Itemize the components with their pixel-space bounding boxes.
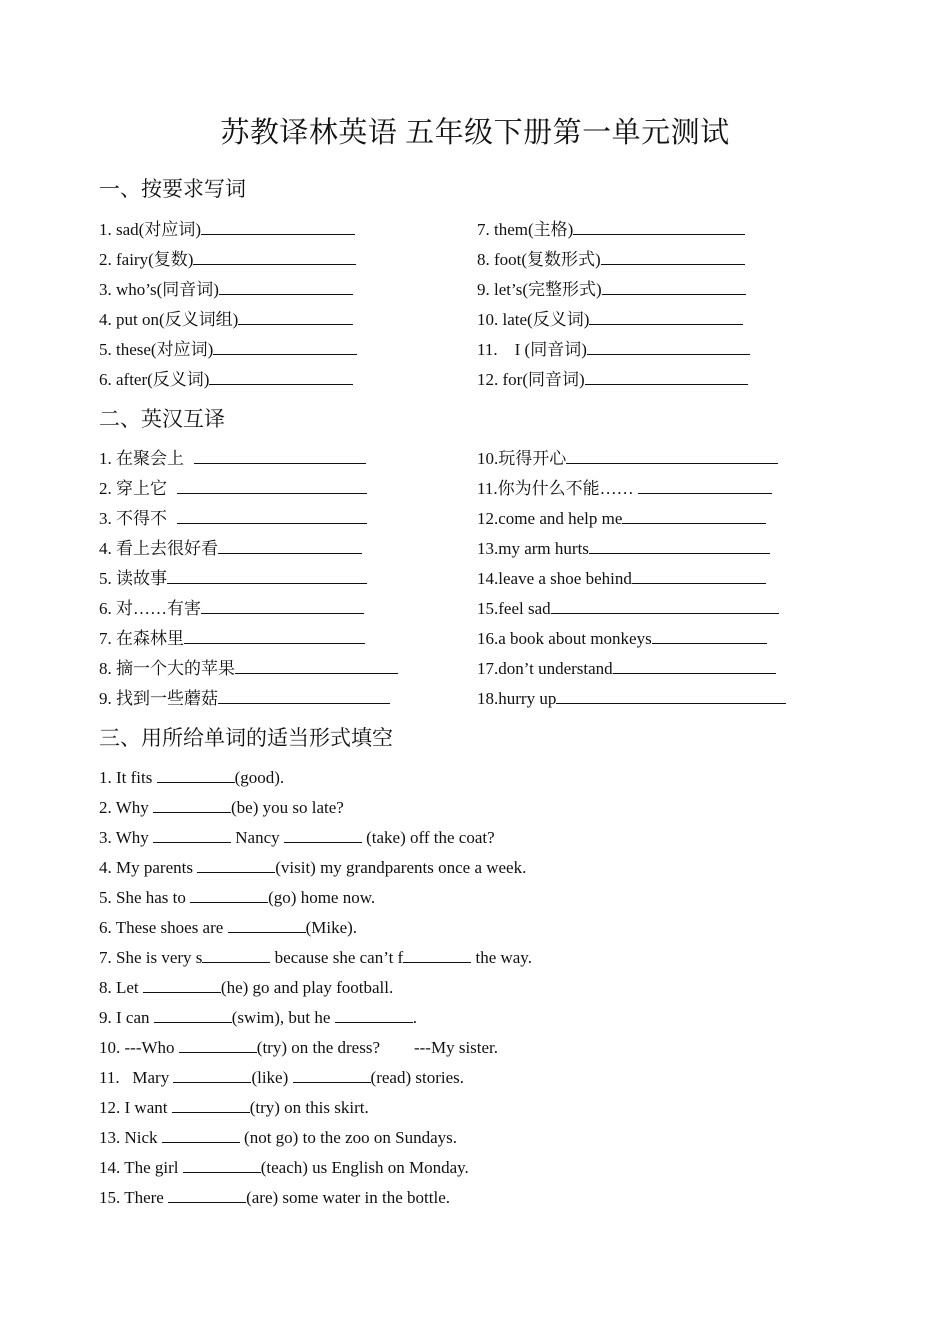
answer-blank[interactable] xyxy=(335,1006,413,1023)
answer-blank[interactable] xyxy=(602,278,746,295)
answer-blank[interactable] xyxy=(201,218,355,235)
answer-blank[interactable] xyxy=(403,946,471,963)
answer-blank[interactable] xyxy=(154,1006,232,1023)
s2-item-18: 18.hurry up xyxy=(477,687,786,709)
s1-item-2: 2. fairy(复数) xyxy=(99,248,356,270)
s1-item-12: 12. for(同音词) xyxy=(477,368,748,390)
answer-blank[interactable] xyxy=(172,1096,250,1113)
answer-blank[interactable] xyxy=(157,766,235,783)
s3-item-12: 12. I want (try) on this skirt. xyxy=(99,1098,369,1117)
s3-item-14: 14. The girl (teach) us English on Monday. xyxy=(99,1158,469,1177)
answer-blank[interactable] xyxy=(585,368,748,385)
answer-blank[interactable] xyxy=(284,826,362,843)
answer-blank[interactable] xyxy=(193,248,356,265)
s3-item-6: 6. These shoes are (Mike). xyxy=(99,918,358,937)
s2-item-14: 14.leave a shoe behind xyxy=(477,567,766,589)
s3-item-8: 8. Let (he) go and play football. xyxy=(99,978,394,997)
s2-item-15: 15.feel sad xyxy=(477,597,779,619)
answer-blank[interactable] xyxy=(235,657,398,674)
answer-blank[interactable] xyxy=(293,1066,371,1083)
s2-item-10: 10.玩得开心 xyxy=(477,447,778,469)
s1-item-3: 3. who’s(同音词) xyxy=(99,278,353,300)
s2-item-8: 8. 摘一个大的苹果 xyxy=(99,657,398,679)
s3-item-2: 2. Why (be) you so late? xyxy=(99,798,344,817)
page-title: 苏教译林英语 五年级下册第一单元测试 xyxy=(220,117,730,149)
s1-item-8: 8. foot(复数形式) xyxy=(477,248,745,270)
s2-item-4: 4. 看上去很好看 xyxy=(99,537,362,559)
s2-item-13: 13.my arm hurts xyxy=(477,537,770,559)
s3-item-10: 10. ---Who (try) on the dress? ---My sister. xyxy=(99,1038,499,1057)
answer-blank[interactable] xyxy=(556,687,786,704)
s1-item-11: 11. I (同音词) xyxy=(477,338,750,360)
s2-item-17: 17.don’t understand xyxy=(477,657,776,679)
answer-blank[interactable] xyxy=(587,338,750,355)
s2-item-2: 2. 穿上它 xyxy=(99,477,367,499)
answer-blank[interactable] xyxy=(566,447,778,464)
answer-blank[interactable] xyxy=(179,1036,257,1053)
s1-item-10: 10. late(反义词) xyxy=(477,308,743,330)
answer-blank[interactable] xyxy=(218,537,362,554)
s3-item-4: 4. My parents (visit) my grandparents once a week. xyxy=(99,858,527,877)
answer-blank[interactable] xyxy=(573,218,745,235)
answer-blank[interactable] xyxy=(652,627,767,644)
s1-item-7: 7. them(主格) xyxy=(477,218,745,240)
answer-blank[interactable] xyxy=(201,597,364,614)
answer-blank[interactable] xyxy=(238,308,353,325)
s1-item-4: 4. put on(反义词组) xyxy=(99,308,353,330)
answer-blank[interactable] xyxy=(153,826,231,843)
answer-blank[interactable] xyxy=(177,477,367,494)
answer-blank[interactable] xyxy=(190,886,268,903)
answer-blank[interactable] xyxy=(194,447,366,464)
s2-item-5: 5. 读故事 xyxy=(99,567,367,589)
s1-item-5: 5. these(对应词) xyxy=(99,338,357,360)
answer-blank[interactable] xyxy=(638,477,772,494)
answer-blank[interactable] xyxy=(168,1186,246,1203)
answer-blank[interactable] xyxy=(177,507,367,524)
s1-item-9: 9. let’s(完整形式) xyxy=(477,278,746,300)
s2-item-6: 6. 对……有害 xyxy=(99,597,364,619)
s3-item-5: 5. She has to (go) home now. xyxy=(99,888,376,907)
answer-blank[interactable] xyxy=(167,567,367,584)
s3-item-3: 3. Why Nancy (take) off the coat? xyxy=(99,828,495,847)
s2-item-7: 7. 在森林里 xyxy=(99,627,365,649)
answer-blank[interactable] xyxy=(219,278,353,295)
s2-item-9: 9. 找到一些蘑菇 xyxy=(99,687,390,709)
answer-blank[interactable] xyxy=(209,368,353,385)
s2-item-11: 11.你为什么不能…… xyxy=(477,477,772,499)
s3-item-1: 1. It fits (good). xyxy=(99,768,285,787)
answer-blank[interactable] xyxy=(143,976,221,993)
section-1-heading: 一、按要求写词 xyxy=(99,177,246,201)
answer-blank[interactable] xyxy=(589,537,770,554)
s1-item-1: 1. sad(对应词) xyxy=(99,218,355,240)
answer-blank[interactable] xyxy=(213,338,357,355)
s3-item-9: 9. I can (swim), but he . xyxy=(99,1008,417,1027)
answer-blank[interactable] xyxy=(589,308,743,325)
section-2-heading: 二、英汉互译 xyxy=(99,407,225,431)
s3-item-13: 13. Nick (not go) to the zoo on Sundays. xyxy=(99,1128,457,1147)
answer-blank[interactable] xyxy=(218,687,390,704)
answer-blank[interactable] xyxy=(173,1066,251,1083)
answer-blank[interactable] xyxy=(197,856,275,873)
s2-item-12: 12.come and help me xyxy=(477,507,766,529)
answer-blank[interactable] xyxy=(601,248,745,265)
answer-blank[interactable] xyxy=(184,627,365,644)
answer-blank[interactable] xyxy=(202,946,270,963)
answer-blank[interactable] xyxy=(183,1156,261,1173)
s3-item-11: 11. Mary (like) (read) stories. xyxy=(99,1068,464,1087)
answer-blank[interactable] xyxy=(162,1126,240,1143)
answer-blank[interactable] xyxy=(551,597,779,614)
answer-blank[interactable] xyxy=(622,507,766,524)
answer-blank[interactable] xyxy=(228,916,306,933)
section-3-heading: 三、用所给单词的适当形式填空 xyxy=(99,726,393,750)
s2-item-1: 1. 在聚会上 xyxy=(99,447,366,469)
s3-item-7: 7. She is very s because she can’t f the way. xyxy=(99,948,532,967)
answer-blank[interactable] xyxy=(153,796,231,813)
s2-item-16: 16.a book about monkeys xyxy=(477,627,767,649)
s2-item-3: 3. 不得不 xyxy=(99,507,367,529)
answer-blank[interactable] xyxy=(632,567,766,584)
s1-item-6: 6. after(反义词) xyxy=(99,368,353,390)
answer-blank[interactable] xyxy=(613,657,776,674)
s3-item-15: 15. There (are) some water in the bottle. xyxy=(99,1188,451,1207)
